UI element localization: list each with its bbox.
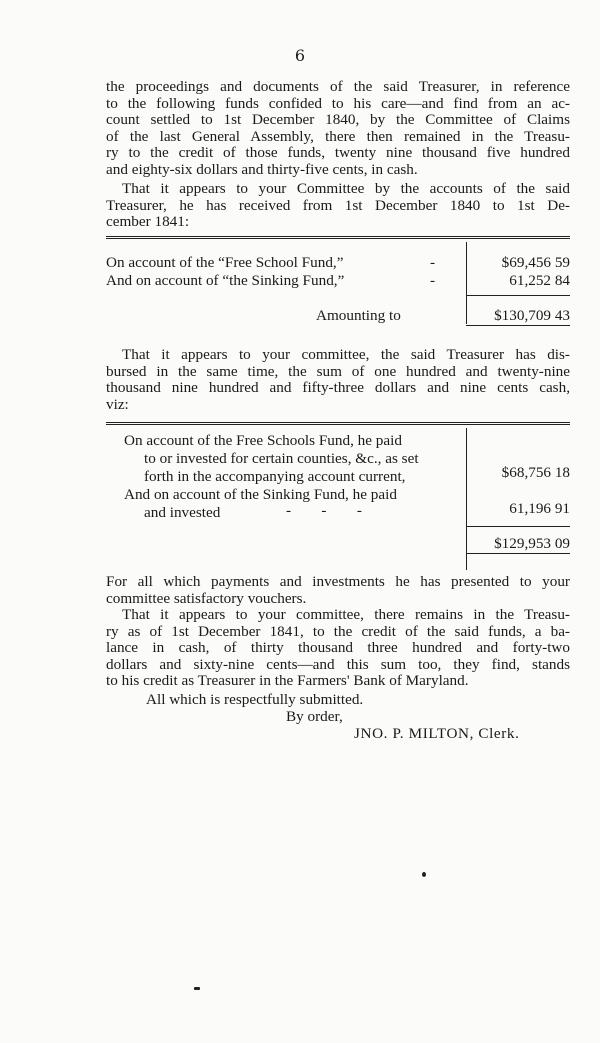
- disbursement-item-1-line: forth in the accompanying account current,: [144, 468, 406, 485]
- closing-line: All which is respectfully submitted.: [146, 691, 364, 708]
- paragraph-balance: [106, 607, 570, 690]
- total-bottom-rule: [466, 325, 570, 326]
- text-line: That it appears to your Committee by the accounts of the said: [122, 180, 570, 197]
- receipt-label-free-school: On account of the “Free School Fund,”: [106, 254, 344, 271]
- disbursement-amount-sinking: 61,196 91: [509, 500, 570, 517]
- text-line: of the last General Assembly, there then remained in the Treasu-: [106, 127, 570, 145]
- disbursement-item-1-line: to or invested for certain counties, &c., as set: [144, 450, 419, 467]
- receipt-label-sinking: And on account of “the Sinking Fund,”: [106, 272, 345, 289]
- receipt-amount-sinking: 61,252 84: [509, 272, 570, 289]
- text-line: ry as of 1st December 1841, to the credit of the said funds, a ba-: [106, 622, 570, 640]
- text-line: count settled to 1st December 1840, by the Committee of Claims: [106, 111, 570, 129]
- text-line: For all which payments and investments he has presented to your: [106, 573, 570, 590]
- receipt-amount-free-school: $69,456 59: [501, 254, 570, 271]
- subtotal-rule: [466, 295, 570, 296]
- text-line: committee satisfactory vouchers.: [106, 589, 307, 607]
- table-top-rule: [106, 422, 570, 425]
- paragraph-vouchers: [106, 574, 570, 607]
- disbursement-item-2-line: and invested: [144, 504, 221, 521]
- text-line: That it appears to your committee, there remains in the Treasu-: [122, 606, 570, 623]
- subtotal-rule: [466, 526, 570, 527]
- text-line: to his credit as Treasurer in the Farmers' Bank of Maryland.: [106, 672, 469, 690]
- amount-column-rule: [466, 242, 467, 324]
- disbursement-amount-free-schools: $68,756 18: [501, 464, 570, 481]
- signature-line: JNO. P. MILTON, Clerk.: [354, 725, 520, 742]
- amount-column-rule: [466, 428, 467, 570]
- text-line: to the following funds confided to his care—and find from an ac-: [106, 94, 570, 112]
- text-line: That it appears to your committee, the said Treasurer has dis-: [122, 346, 570, 363]
- text-line: bursed in the same time, the sum of one hundred and twenty-nine: [106, 362, 570, 380]
- scan-speck: [194, 987, 200, 990]
- text-line: lance in cash, of thirty thousand three hundred and forty-two: [106, 639, 570, 657]
- receipts-total-amount: $130,709 43: [494, 307, 570, 324]
- paragraph-receipts-intro: [106, 181, 570, 231]
- leader-dash: -: [430, 254, 436, 271]
- by-order-line: By order,: [286, 708, 343, 725]
- disbursement-item-2-line: And on account of the Sinking Fund, he paid: [124, 486, 397, 503]
- receipts-total-label: Amounting to: [316, 307, 401, 324]
- leader-dashes: - - -: [286, 502, 362, 519]
- disbursements-total-amount: $129,953 09: [494, 535, 570, 552]
- page-number: 6: [294, 46, 306, 65]
- paragraph-proceedings: [106, 79, 570, 179]
- leader-dash: -: [430, 272, 436, 289]
- paragraph-disbursed: [106, 347, 570, 413]
- scan-speck: [422, 872, 426, 877]
- text-line: the proceedings and documents of the said Treasurer, in reference: [106, 78, 570, 95]
- text-line: dollars and sixty-nine cents—and this sum too, they find, stands: [106, 655, 570, 673]
- disbursement-item-1-line: On account of the Free Schools Fund, he paid: [124, 432, 402, 449]
- table-top-rule: [106, 236, 570, 239]
- text-line: viz:: [106, 395, 129, 413]
- text-line: Treasurer, he has received from 1st December 1840 to 1st De-: [106, 196, 570, 214]
- text-line: ry to the credit of those funds, twenty nine thousand five hundred: [106, 144, 570, 162]
- text-line: cember 1841:: [106, 213, 190, 231]
- text-line: and eighty-six dollars and thirty-five cents, in cash.: [106, 160, 418, 178]
- text-line: thousand nine hundred and fifty-three dollars and nine cents cash,: [106, 379, 570, 397]
- total-bottom-rule: [466, 553, 570, 554]
